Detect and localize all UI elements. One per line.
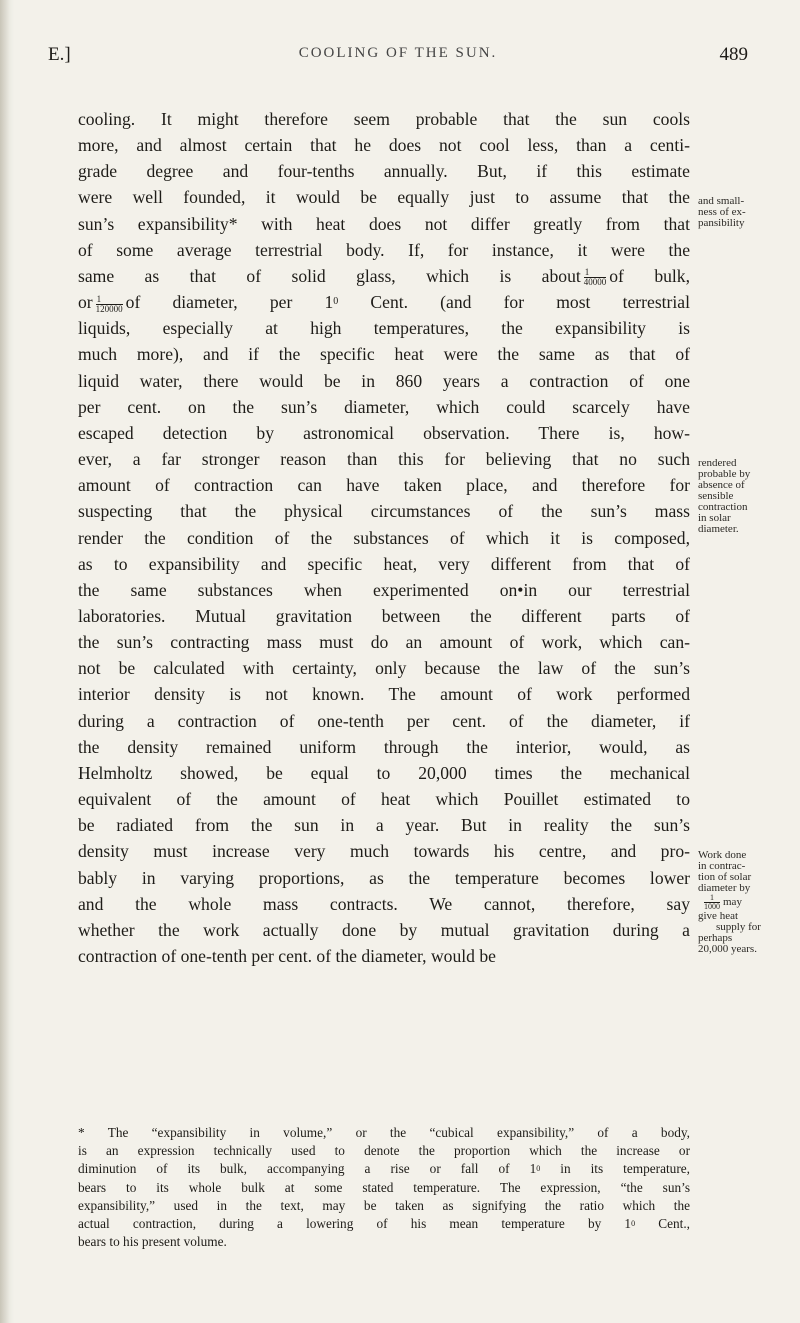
- footnote-line: is an expression technically used to denote the proportion which the increase or: [78, 1143, 690, 1159]
- text-line: liquids, especially at high temperatures, the expansibility is: [78, 318, 690, 339]
- text-line: render the condition of the substances of which it is composed,: [78, 527, 690, 548]
- text-line: more, and almost certain that he does not cool less, than a centi-: [78, 135, 690, 156]
- page-binding-edge: [0, 0, 14, 1323]
- fraction-glass-diameter: $\frac{1}{120000}$: [95, 293, 123, 314]
- footnote-line: expansibility,” used in the text, may be taken as signifying the ratio which the: [78, 1197, 690, 1213]
- margin-note-work-done: Work done in contrac- tion of solar diameter by $\frac{1}{1000}$ may give heat supply for perhaps 20,000 years.: [698, 849, 761, 955]
- text-line: bably in varying proportions, as the temperature becomes lower: [78, 867, 690, 888]
- footnote-line: * The “expansibility in volume,” or the “cubical expansibility,” of a body,: [78, 1125, 690, 1140]
- text-line: liquid water, there would be in 860 years a contraction of one: [78, 370, 690, 391]
- margin-note-expansibility: and small- ness of ex- pansibility: [698, 195, 746, 229]
- text-line: as to expansibility and specific heat, very different from that of: [78, 553, 690, 574]
- text-line: laboratories. Mutual gravitation between the different parts of: [78, 605, 690, 626]
- text-line: interior density is not known. The amount of work performed: [78, 684, 690, 705]
- text-line: were well founded, it would be equally just to assume that the: [78, 187, 690, 208]
- text-line: grade degree and four-tenths annually. But, if this estimate: [78, 161, 690, 182]
- footnote-line: actual contraction, during a lowering of his mean temperature by $1^0$ Cent.,: [78, 1216, 691, 1232]
- text-line: of some average terrestrial body. If, for instance, it were the: [78, 239, 690, 260]
- text-line: suspecting that the physical circumstances of the sun’s mass: [78, 501, 690, 522]
- text-line: the sun’s contracting mass must do an amount of work, which can-: [78, 632, 690, 653]
- text-line: be radiated from the sun in a year. But in reality the sun’s: [78, 815, 690, 836]
- text-line: much more), and if the specific heat were the same as that of: [78, 344, 690, 365]
- text-line-with-fraction: or $\frac{1}{120000}$ of diameter, per $1^0$ Cent. (and for most terrestrial: [78, 292, 690, 314]
- main-paragraph: [78, 106, 690, 969]
- text-line: escaped detection by astronomical observation. There is, how-: [78, 422, 690, 443]
- running-title: COOLING OF THE SUN.: [298, 45, 498, 61]
- running-header: [48, 44, 748, 74]
- text-line: not be calculated with certainty, only because the law of the sun’s: [78, 658, 690, 679]
- text-line: the same substances when experimented on•in our terrestrial: [78, 579, 690, 600]
- fraction-glass-bulk: $\frac{1}{40000}$: [583, 267, 607, 288]
- footnote: [78, 1124, 690, 1251]
- fraction-margin-diameter: $\frac{1}{1000}$: [704, 893, 720, 911]
- footnote-line: diminution of its bulk, accompanying a rise or fall of $1^0$ in its temperature,: [78, 1161, 690, 1177]
- text-line: the density remained uniform through the interior, would, as: [78, 736, 690, 757]
- text-line: during a contraction of one-tenth per cent. of the diameter, if: [78, 710, 690, 731]
- text-line-with-fraction: same as that of solid glass, which is about $\frac{1}{40000}$ of bulk,: [78, 265, 690, 288]
- text-line: per cent. on the sun’s diameter, which could scarcely have: [78, 396, 690, 417]
- footnote-line: bears to its whole bulk at some stated temperature. The expression, “the sun’s: [78, 1179, 690, 1195]
- section-label: E.]: [48, 44, 71, 65]
- text-line: density must increase very much towards his centre, and pro-: [78, 841, 690, 862]
- margin-note-contraction: rendered probable by absence of sensible contraction in solar diameter.: [698, 457, 751, 535]
- text-line: sun’s expansibility* with heat does not differ greatly from that: [78, 213, 690, 234]
- text-line: equivalent of the amount of heat which Pouillet estimated to: [78, 789, 690, 810]
- page-number: 489: [719, 44, 748, 65]
- text-line: cooling. It might therefore seem probable that the sun cools: [78, 109, 690, 129]
- text-line: whether the work actually done by mutual gravitation during a: [78, 919, 690, 940]
- text-line: ever, a far stronger reason than this for believing that no such: [78, 449, 690, 470]
- text-line: and the whole mass contracts. We cannot, therefore, say: [78, 893, 690, 914]
- text-line: Helmholtz showed, be equal to 20,000 times the mechanical: [78, 762, 690, 783]
- text-line: amount of contraction can have taken place, and therefore for: [78, 475, 690, 496]
- text-line: contraction of one-tenth per cent. of the diameter, would be: [78, 946, 496, 966]
- footnote-line: bears to his present volume.: [78, 1234, 227, 1250]
